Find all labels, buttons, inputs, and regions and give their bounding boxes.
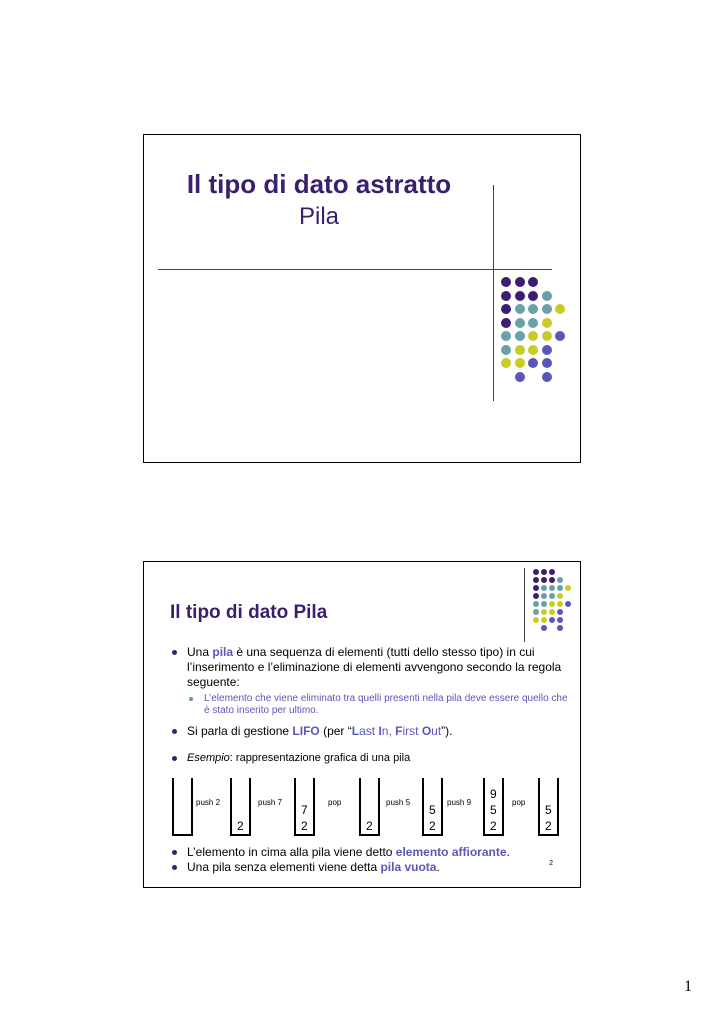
decorative-dot: [557, 585, 563, 591]
bullet-text: : rappresentazione grafica di una pila: [229, 752, 411, 764]
decorative-dot: [533, 601, 539, 607]
decorative-dot: [541, 569, 547, 575]
decorative-dot: [557, 617, 563, 623]
decorative-dot: [528, 331, 538, 341]
decorative-dot: [533, 593, 539, 599]
highlight-term: pila vuota: [380, 860, 437, 874]
slide-2: [143, 561, 581, 888]
bullet-text: è una sequenza di elementi (tutti dello stesso tipo) in cui l’inserimento e l’eliminazione di elementi avvengono secondo la regola seguente:: [187, 645, 562, 689]
decorative-dot: [542, 304, 552, 314]
decorative-dot: [557, 625, 563, 631]
decorative-dot: [533, 617, 539, 623]
vertical-divider: [493, 185, 494, 401]
decorative-dot: [501, 291, 511, 301]
decorative-dot: [528, 304, 538, 314]
stack-operation: push 2: [196, 798, 221, 807]
stack-element: 2: [366, 819, 373, 833]
decorative-dot: [533, 577, 539, 583]
decorative-dot: [542, 358, 552, 368]
stack-element: 9: [490, 787, 497, 801]
decorative-dot: [557, 601, 563, 607]
bullet-text: L’elemento in cima alla pila viene detto: [187, 845, 396, 859]
stack-element: 2: [429, 819, 436, 833]
decorative-dot: [528, 345, 538, 355]
decorative-dot: [528, 291, 538, 301]
decorative-dot: [555, 304, 565, 314]
stack-operation: push 5: [386, 798, 411, 807]
stack-element: 2: [490, 819, 497, 833]
decorative-dot: [541, 609, 547, 615]
decorative-dot: [528, 277, 538, 287]
highlight-term: pila: [212, 645, 234, 659]
highlight-term: elemento affiorante: [395, 845, 507, 859]
decorative-dot: [542, 331, 552, 341]
slide-2-title: Il tipo di dato Pila: [170, 602, 328, 623]
slide-number: 2: [549, 860, 553, 867]
decorative-dot: [542, 318, 552, 328]
highlight-term: LIFO: [292, 724, 320, 738]
bullet-item: [170, 845, 570, 860]
stack-element: 5: [490, 803, 497, 817]
stack-element: 2: [301, 819, 308, 833]
letter-F: F: [395, 724, 403, 738]
word-part: n,: [381, 724, 396, 738]
decorative-dot: [542, 345, 552, 355]
decorative-dot: [565, 601, 571, 607]
word-part: irst: [402, 724, 422, 738]
sub-bullet-item: L’elemento che viene eliminato tra quelli presenti nella pila deve essere quello che è stato inserito per ultimo.: [170, 693, 570, 717]
decorative-dot: [541, 577, 547, 583]
decorative-dot: [541, 625, 547, 631]
letter-I: I: [378, 724, 382, 738]
decorative-dot: [501, 358, 511, 368]
letter-L: L: [351, 724, 360, 738]
vertical-divider: [524, 568, 525, 642]
decorative-dot: [541, 617, 547, 623]
bullet-item: [170, 645, 570, 690]
decorative-dot: [557, 609, 563, 615]
page-number: 1: [684, 978, 692, 995]
bullet-list-bottom: [170, 845, 570, 875]
stack-element: 2: [545, 819, 552, 833]
bullet-item: [170, 724, 570, 739]
slide-1-title: Il tipo di dato astratto: [186, 169, 452, 199]
stack-1: [172, 778, 193, 836]
decorative-dot: [541, 593, 547, 599]
bullet-text: Una: [187, 645, 213, 659]
decorative-dot: [533, 585, 539, 591]
decorative-dot: [541, 585, 547, 591]
decorative-dot: [557, 593, 563, 599]
decorative-dot: [515, 345, 525, 355]
stack-operation: push 9: [447, 798, 472, 807]
decorative-dot: [557, 577, 563, 583]
slide-1-subtitle: Pila: [298, 203, 340, 230]
stack-operation: pop: [328, 798, 342, 807]
word-part: ut: [431, 724, 442, 738]
decorative-dot: [542, 372, 552, 382]
bullet-text: .: [436, 860, 440, 874]
decorative-dot: [549, 577, 555, 583]
decorative-dot: [542, 291, 552, 301]
stack-operation: push 7: [258, 798, 283, 807]
decorative-dot: [528, 358, 538, 368]
slide-1: [143, 134, 581, 463]
decorative-dot: [555, 331, 565, 341]
stack-element: 5: [545, 803, 552, 817]
decorative-dot: [501, 304, 511, 314]
decorative-dot: [515, 372, 525, 382]
decorative-dot: [501, 277, 511, 287]
bullet-text: (per “: [319, 724, 352, 738]
bullet-text: ”).: [441, 724, 453, 738]
decorative-dot: [533, 569, 539, 575]
italic-text: Esempio: [187, 752, 230, 764]
stack-operation: pop: [512, 798, 526, 807]
decorative-dot: [549, 585, 555, 591]
decorative-dot: [549, 593, 555, 599]
decorative-dot: [549, 569, 555, 575]
stack-element: 5: [429, 803, 436, 817]
stack-element: 7: [301, 803, 308, 817]
decorative-dot: [549, 601, 555, 607]
decorative-dot: [501, 318, 511, 328]
decorative-dot: [515, 331, 525, 341]
decorative-dot: [541, 601, 547, 607]
bullet-item: [170, 860, 570, 875]
bullet-text: Una pila senza elementi viene detta: [187, 860, 381, 874]
bullet-text: .: [506, 845, 510, 859]
decorative-dot: [501, 331, 511, 341]
decorative-dot: [515, 318, 525, 328]
decorative-dot: [533, 609, 539, 615]
letter-O: O: [421, 724, 432, 738]
bullet-list: [170, 645, 570, 766]
decorative-dot: [515, 277, 525, 287]
bullet-text: Si parla di gestione: [187, 724, 293, 738]
stack-element: 2: [237, 819, 244, 833]
decorative-dot: [528, 318, 538, 328]
decorative-dot: [515, 304, 525, 314]
decorative-dot: [515, 291, 525, 301]
decorative-dot: [549, 617, 555, 623]
decorative-dot: [515, 358, 525, 368]
decorative-dot: [565, 585, 571, 591]
decorative-dot: [501, 345, 511, 355]
decorative-dot: [549, 609, 555, 615]
bullet-item: [170, 751, 570, 766]
word-part: ast: [359, 724, 379, 738]
